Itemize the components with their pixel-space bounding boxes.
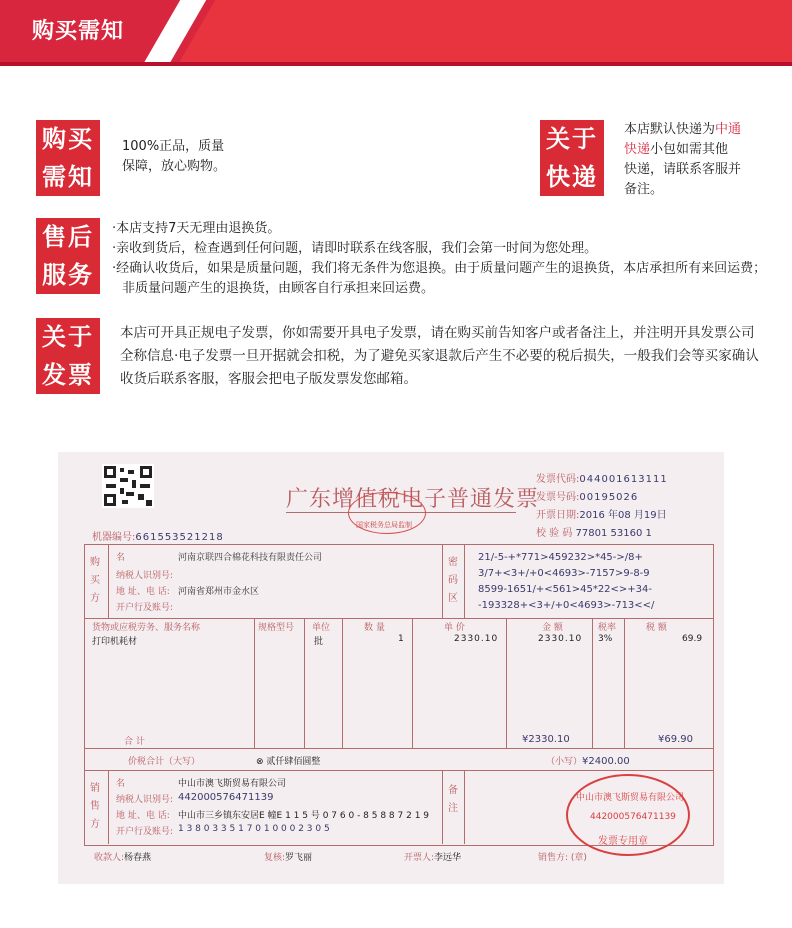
seller-bank: 1 3 8 0 3 3 5 1 7 0 1 0 0 0 2 3 0 5 (178, 824, 330, 834)
issuer-label: 开票人: (404, 853, 435, 863)
invoice-text: 本店可开具正规电子发票，你如需要开具电子发票，请在购买前告知客户或者备注上，并注明开具发票公司全称信息·电子发票一旦开据就会扣税，为了避免买家退款后产生不必要的税后损失，一般我们会等买家确认收货后联系客服，客服会把电子版发票发您邮箱。 (120, 325, 759, 387)
purchase-badge-line2: 需知 (42, 163, 94, 191)
page-title: 购买需知 (32, 19, 125, 44)
notes-section-label: 备注 (448, 785, 458, 814)
total-amount: ¥2330.10 (522, 734, 570, 745)
buyer-address-label: 地 址、电 话: (116, 587, 170, 597)
cipher-line: -193328+<3+/+0<4693>-713<</ (478, 600, 655, 611)
issuer: 李远华 (434, 853, 462, 863)
invoice-title: 广东增值税电子普通发票 (286, 487, 540, 512)
total-tax: ¥69.90 (658, 734, 693, 745)
express-highlight: 中通 (715, 122, 742, 137)
seller-address-label: 地 址、电 话: (116, 811, 170, 821)
buyer-bank-label: 开户行及账号: (116, 603, 174, 613)
number-label: 发票号码: (536, 492, 580, 503)
seller-name: 中山市澳飞斯贸易有限公司 (178, 779, 287, 789)
rule (506, 618, 507, 748)
item-qty: 1 (398, 634, 404, 644)
tax-stamp-text: 国家税务总局监制 (356, 521, 412, 529)
rule (84, 748, 714, 749)
col-unit: 单位 (312, 623, 331, 633)
qr-code-icon (98, 462, 158, 510)
item-price: 2330.10 (454, 634, 499, 644)
item-unit: 批 (314, 637, 324, 647)
seal-text: 中山市澳飞斯贸易有限公司 (576, 793, 685, 803)
col-price: 单 价 (444, 623, 465, 633)
aftersale-badge (36, 218, 100, 294)
aftersale-item: ·本店支持7天无理由退换货。 (112, 221, 281, 236)
express-mid: 小包如需其他 (650, 142, 729, 157)
reviewer-label: 复核: (264, 853, 286, 863)
date-value: 2016 年08 月19日 (579, 510, 667, 521)
rule (592, 618, 593, 748)
code-value: 044001613111 (579, 474, 668, 485)
grand-words: 贰仟肆佰圆整 (266, 757, 321, 767)
express-text-line4: 备注。 (624, 182, 664, 197)
buyer-address: 河南省郑州市金水区 (178, 587, 260, 597)
purchase-text-line1: 100%正品，质量 (122, 139, 225, 154)
seal-type: 发票专用章 (598, 836, 648, 847)
header-bar (0, 0, 792, 66)
rule (254, 618, 255, 748)
rule (304, 618, 305, 748)
aftersale-list (112, 219, 772, 299)
cipher-block (478, 550, 654, 614)
grand-total-label: 价税合计（大写） (128, 757, 201, 767)
rule (624, 618, 625, 748)
cipher-line: 21/-5-+*771>459232>*45->/8+ (478, 552, 643, 563)
invoice-badge (36, 318, 100, 394)
code-label: 发票代码: (536, 474, 580, 485)
buyer-name-label: 名 (116, 553, 126, 563)
rule (442, 770, 443, 844)
express-badge-line1: 关于 (546, 125, 598, 153)
rule (342, 618, 343, 748)
express-highlight2: 快递 (624, 142, 651, 157)
payee-label: 收款人: (94, 853, 125, 863)
buyer-name: 河南京联四合棉花科技有限责任公司 (178, 553, 323, 563)
col-rate: 税率 (598, 623, 617, 633)
aftersale-item-text: 亲收到货后，检查遇到任何问题，请即时联系在线客服，我们会第一时间为您处理。 (116, 241, 598, 256)
grand-small-label: （小写） (546, 757, 583, 767)
invoice-badge-line2: 发票 (42, 361, 94, 389)
purchase-text-line2: 保障，放心购物。 (122, 159, 227, 174)
purchase-badge (36, 120, 100, 196)
aftersale-item-text: 本店支持7天无理由退换货。 (116, 221, 281, 236)
aftersale-badge-line1: 售后 (42, 223, 94, 251)
aftersale-item: ·经确认收货后，如果是质量问题，我们将无条件为您退换。由于质量问题产生的退换货，本店承担所有来回运费；非质量问题产生的退换货，由顾客自行承担来回运费。 (112, 261, 767, 296)
col-name: 货物或应税劳务、服务名称 (92, 623, 201, 633)
express-text-line1 (624, 120, 764, 140)
purchase-badge-line1: 购买 (42, 125, 94, 153)
grand-total-words: ⊗ 贰仟肆佰圆整 (256, 757, 321, 767)
seller-section-label: 销售方 (90, 783, 100, 830)
buyer-taxid-label: 纳税人识别号: (116, 571, 174, 581)
col-amount: 金 额 (542, 623, 563, 633)
rule (84, 618, 714, 619)
cipher-section-label: 密码区 (448, 557, 458, 604)
express-prefix: 本店默认快递为 (624, 122, 716, 137)
grand-small: ¥2400.00 (582, 756, 630, 767)
machine-label: 机器编号: (92, 532, 136, 543)
seal-id: 442000576471139 (590, 812, 676, 822)
total-label: 合 计 (124, 737, 145, 747)
aftersale-item: ·亲收到货后，检查遇到任何问题，请即时联系在线客服，我们会第一时间为您处理。 (112, 241, 598, 256)
invoice-badge-line1: 关于 (42, 323, 94, 351)
express-text-line2 (624, 140, 764, 160)
item-rate: 3% (598, 634, 613, 644)
purchase-text (122, 137, 322, 177)
rule (412, 618, 413, 748)
payee: 杨春燕 (124, 853, 152, 863)
aftersale-badge-line2: 服务 (42, 261, 94, 289)
header-stripe (169, 0, 792, 66)
col-qty: 数 量 (364, 623, 385, 633)
machine-value: 661553521218 (135, 532, 224, 543)
col-spec: 规格型号 (258, 623, 295, 633)
seller-address: 中山市三乡镇东安居E 幢E 1 1 5 号 0 7 6 0 - 8 5 8 8 7 2 1 9 (178, 811, 430, 821)
express-text (624, 120, 764, 200)
rule (84, 770, 714, 771)
rule (464, 770, 465, 844)
seller-taxid-label: 纳税人识别号: (116, 795, 174, 805)
cipher-line: 8599-1651/+<561>45*22<>+34- (478, 584, 653, 595)
rule (108, 770, 109, 844)
seller-tax-id: 442000576471139 (178, 792, 274, 803)
header-underline (0, 62, 792, 66)
cipher-line: 3/7+<3+/+0<4693>-7157>9-8-9 (478, 568, 650, 579)
express-badge-line2: 快递 (546, 163, 598, 191)
date-label: 开票日期: (536, 510, 580, 521)
seller-sign-label: 销售方: (章) (538, 853, 587, 863)
aftersale-item-text: 经确认收货后，如果是质量问题，我们将无条件为您退换。由于质量问题产生的退换货，本店承担所有来回运费；非质量问题产生的退换货，由顾客自行承担来回运费。 (116, 261, 767, 296)
item-amount: 2330.10 (538, 634, 583, 644)
express-text-line3: 快递，请联系客服并 (624, 162, 742, 177)
rule (108, 544, 109, 618)
item-tax: 69.9 (682, 634, 703, 644)
seller-bank-label: 开户行及账号: (116, 827, 174, 837)
rule (464, 544, 465, 618)
item-name: 打印机耗材 (92, 637, 138, 647)
invoice-image (58, 452, 724, 884)
check-value: 77801 53160 1 (575, 528, 652, 539)
col-tax: 税 额 (646, 623, 667, 633)
reviewer: 罗飞丽 (285, 853, 313, 863)
check-label: 校 验 码 (536, 528, 573, 539)
seller-name-label: 名 (116, 779, 126, 789)
buyer-section-label: 购买方 (90, 557, 100, 604)
number-value: 00195026 (579, 492, 639, 503)
rule (442, 544, 443, 618)
express-badge (540, 120, 604, 196)
